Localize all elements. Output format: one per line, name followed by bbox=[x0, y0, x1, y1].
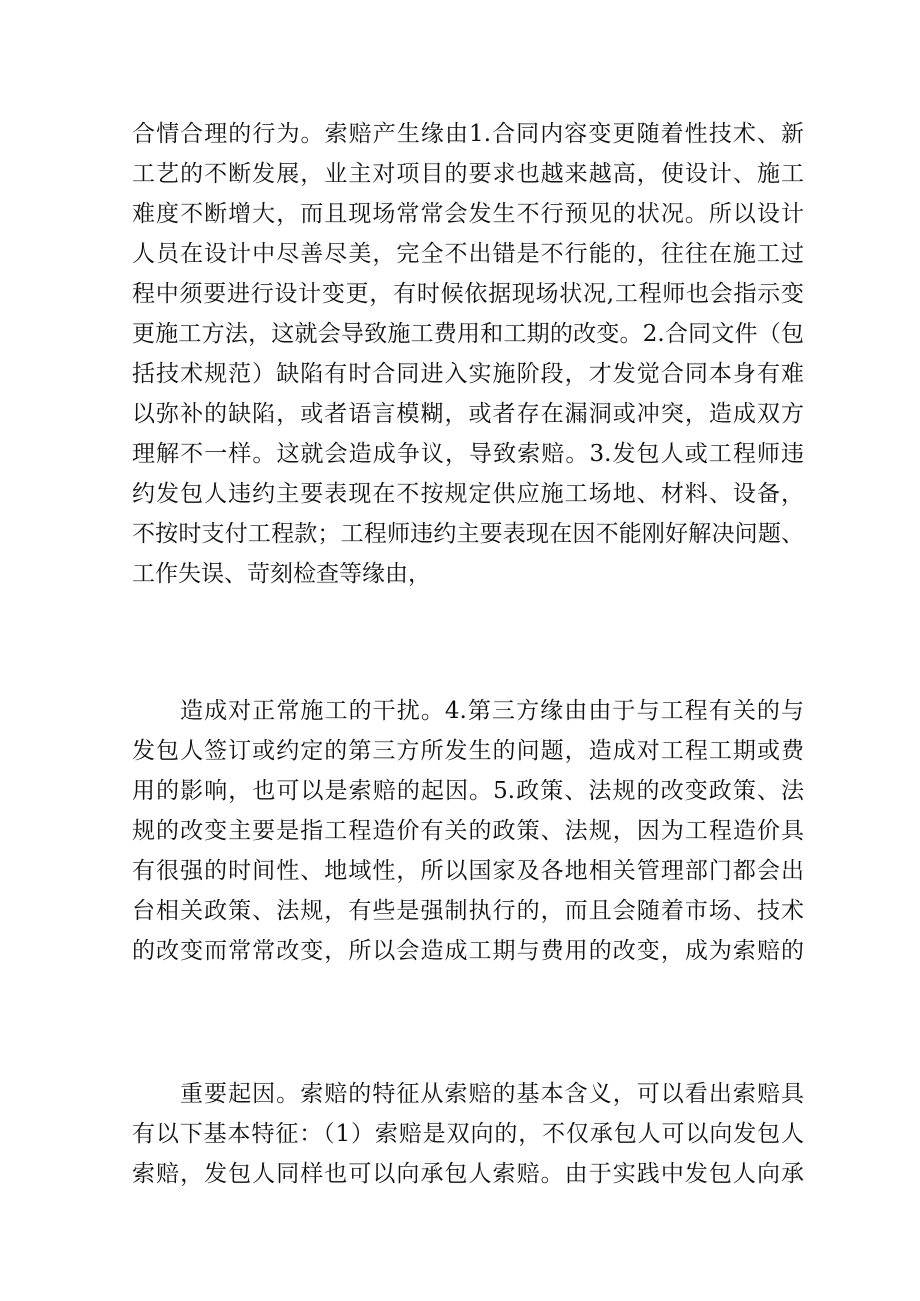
text-line: 约发包人违约主要表现在不按规定供应施工场地、材料、设备， bbox=[132, 481, 804, 507]
text-line: 难度不断增大，而且现场常常会发生不行预见的状况。所以设计 bbox=[132, 201, 804, 227]
text-line: 有很强的时间性、地域性，所以国家及各地相关管理部门都会出 bbox=[132, 858, 804, 884]
text-line: 重要起因。索赔的特征从索赔的基本含义，可以看出索赔具 bbox=[180, 1081, 804, 1107]
text-line: 造成对正常施工的干扰。4.第三方缘由由于与工程有关的与 bbox=[180, 698, 804, 724]
text-line: 发包人签订或约定的第三方所发生的问题，造成对工程工期或费 bbox=[132, 738, 804, 764]
paragraph-2 bbox=[132, 691, 804, 971]
text-line: 规的改变主要是指工程造价有关的政策、法规，因为工程造价具 bbox=[132, 818, 804, 844]
text-line: 不按时支付工程款；工程师违约主要表现在因不能刚好解决问题、 bbox=[132, 521, 804, 547]
text-line: 以弥补的缺陷，或者语言模糊，或者存在漏洞或冲突，造成双方 bbox=[132, 401, 804, 427]
text-line: 台相关政策、法规，有些是强制执行的，而且会随着市场、技术 bbox=[132, 898, 804, 924]
paragraph-1 bbox=[132, 114, 804, 594]
text-line: 工艺的不断发展，业主对项目的要求也越来越高，使设计、施工 bbox=[132, 161, 804, 187]
text-line: 人员在设计中尽善尽美，完全不出错是不行能的，往往在施工过 bbox=[132, 241, 804, 267]
text-line: 的改变而常常改变，所以会造成工期与费用的改变，成为索赔的 bbox=[132, 938, 804, 964]
text-line: 理解不一样。这就会造成争议，导致索赔。3.发包人或工程师违 bbox=[132, 441, 804, 467]
text-line: 工作失误、苛刻检查等缘由， bbox=[132, 561, 431, 587]
text-line: 合情合理的行为。索赔产生缘由1.合同内容变更随着性技术、新 bbox=[132, 121, 804, 147]
paragraph-3 bbox=[132, 1074, 804, 1194]
text-line: 括技术规范）缺陷有时合同进入实施阶段，才发觉合同本身有难 bbox=[132, 361, 804, 387]
text-line: 程中须要进行设计变更，有时候依据现场状况,工程师也会指示变 bbox=[132, 281, 804, 307]
text-line: 更施工方法，这就会导致施工费用和工期的改变。2.合同文件（包 bbox=[132, 321, 804, 347]
text-line: 索赔，发包人同样也可以向承包人索赔。由于实践中发包人向承 bbox=[132, 1161, 804, 1187]
text-line: 有以下基本特征：（1）索赔是双向的，不仅承包人可以向发包人 bbox=[132, 1121, 804, 1147]
text-line: 用的影响，也可以是索赔的起因。5.政策、法规的改变政策、法 bbox=[132, 778, 804, 804]
